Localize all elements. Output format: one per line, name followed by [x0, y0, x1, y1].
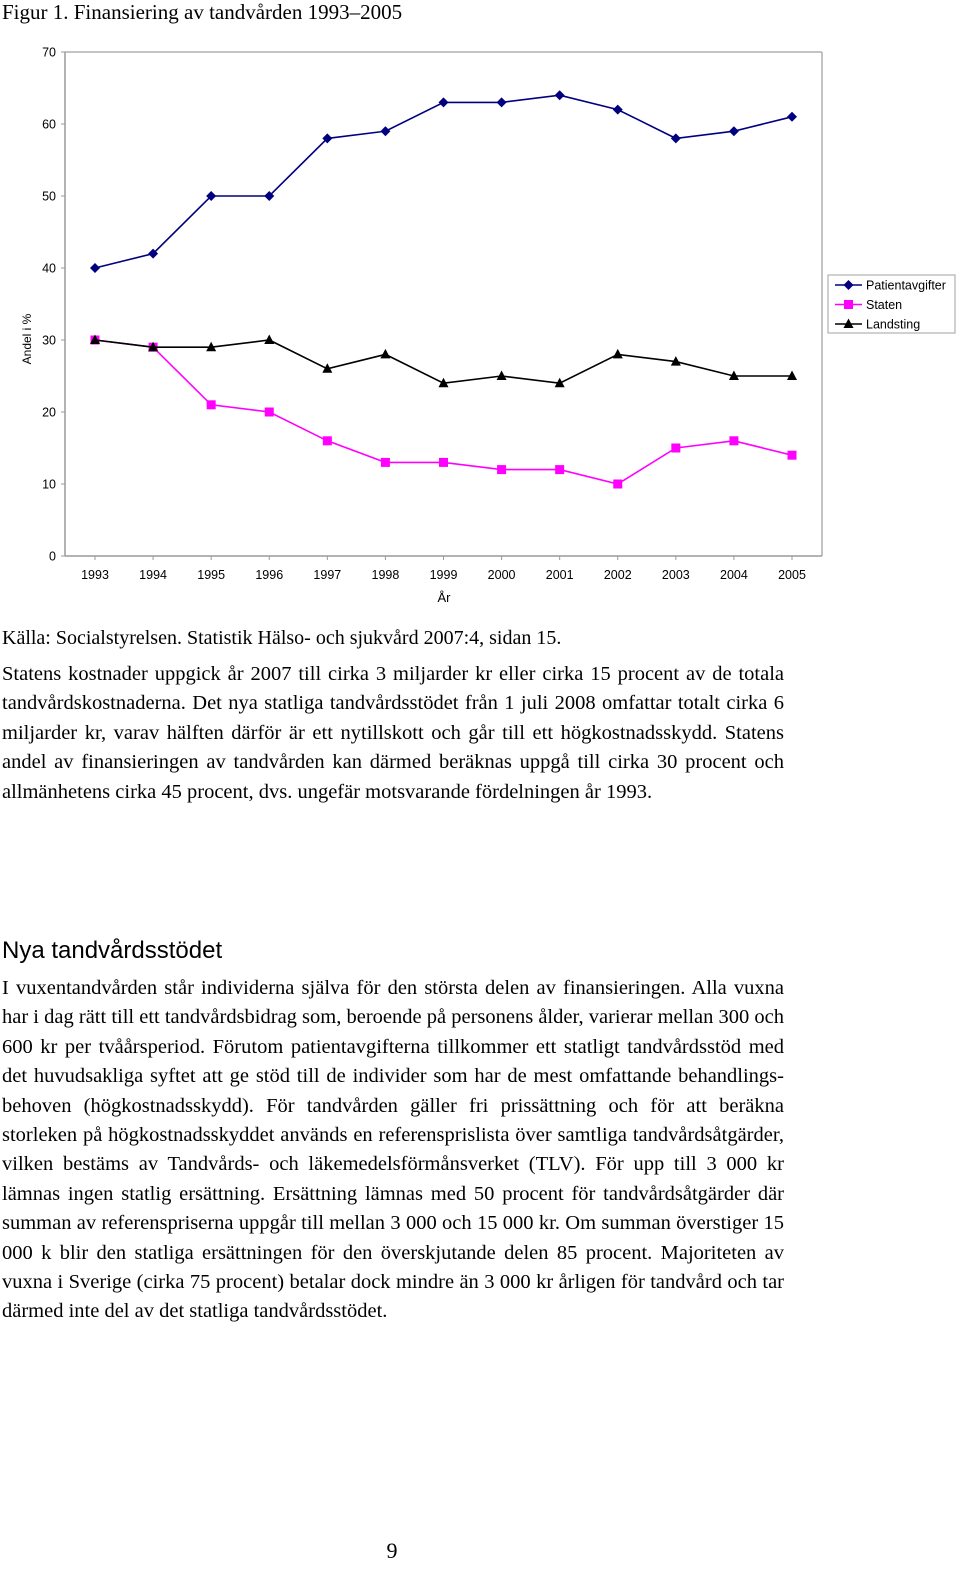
- y-tick-label: 70: [42, 45, 56, 60]
- legend-label: Patientavgifter: [866, 278, 946, 293]
- x-tick-label: 1994: [139, 568, 167, 582]
- page-number: 9: [386, 1538, 398, 1563]
- data-point-square: [265, 408, 274, 417]
- data-point-square: [323, 436, 332, 445]
- data-point-triangle: [497, 371, 507, 381]
- data-point-square: [439, 458, 448, 467]
- data-point-diamond: [729, 126, 739, 136]
- figure-title: Figur 1. Finansiering av tandvården 1993–2005: [2, 0, 403, 24]
- y-tick-label: 50: [42, 189, 56, 204]
- x-tick-label: 1998: [371, 568, 400, 582]
- data-point-square: [671, 444, 680, 453]
- x-tick-label: 2003: [661, 568, 690, 582]
- x-axis-ticks: [81, 556, 806, 582]
- series-layer: [90, 90, 797, 488]
- x-axis-title: År: [437, 590, 451, 605]
- data-point-diamond: [497, 97, 507, 107]
- data-point-triangle: [264, 335, 274, 345]
- data-point-square: [207, 400, 216, 409]
- x-tick-label: 1997: [313, 568, 342, 582]
- data-point-diamond: [671, 133, 681, 143]
- section-heading: Nya tandvårdsstödet: [2, 937, 223, 964]
- legend: [828, 275, 955, 333]
- body-paragraph-1: Statens kostnader uppgick år 2007 till cirka 3 miljarder kr eller cirka 15 procent av de totala tandvårdskostnaderna. Det nya statliga tandvårdsstödet från 1 juli 2008 omfattar totalt cirka 6 miljarder kr, varav hälften därför är ett nytillskott och går till ett högkostnadsskydd. Statens andel av finansieringen av tandvården kan därmed beräknas uppgå till cirka 30 procent och allmänhetens cirka 45 procent, dvs. ungefär motsvarande fördelningen år 1993.: [2, 663, 784, 803]
- x-tick-label: 2005: [778, 568, 806, 582]
- data-point-square: [381, 458, 390, 467]
- figure-source: Källa: Socialstyrelsen. Statistik Hälso- och sjukvård 2007:4, sidan 15.: [2, 627, 562, 649]
- data-point-square: [844, 300, 853, 309]
- series-patientavgifter: [90, 90, 797, 273]
- data-point-diamond: [439, 97, 449, 107]
- data-point-diamond: [555, 90, 565, 100]
- x-tick-label: 1996: [255, 568, 284, 582]
- x-tick-label: 1995: [197, 568, 226, 582]
- y-tick-label: 10: [42, 477, 56, 492]
- y-tick-label: 20: [42, 405, 56, 420]
- x-tick-label: 2000: [487, 568, 516, 582]
- legend-label: Staten: [866, 298, 903, 312]
- data-point-triangle: [613, 349, 623, 359]
- x-tick-label: 2002: [603, 568, 632, 582]
- y-axis-ticks: [42, 46, 65, 564]
- data-point-square: [729, 436, 738, 445]
- y-tick-label: 60: [42, 117, 56, 132]
- y-tick-label: 30: [42, 333, 56, 348]
- data-point-square: [497, 465, 506, 474]
- x-tick-label: 2001: [545, 568, 574, 582]
- plot-frame: [65, 52, 822, 556]
- x-tick-label: 1999: [429, 568, 458, 582]
- chart: [0, 34, 960, 614]
- data-point-square: [613, 480, 622, 489]
- x-tick-label: 2004: [720, 568, 748, 582]
- data-point-square: [788, 451, 797, 460]
- data-point-diamond: [787, 112, 797, 122]
- y-tick-label: 40: [42, 261, 56, 276]
- body-paragraph-2: I vuxentandvården står individerna själva för den största delen av finansieringen. Alla vuxna har i dag rätt till ett tandvårdsbidrag som, beroende på personens ålder, varierar mellan 300 och 600 kr per tvåårsperiod. Förutom patientavgifterna tillkommer ett statligt tandvårdsstöd med det huvudsakliga syftet att ge stöd till de individer som har de mest omfattande behandlingsbehoven (högkostnadsskydd). För tandvården gäller fri prissättning och för att beräkna storleken på högkostnadsskyddet används en referensprislista över samtliga tandvårdsåtgärder, vilken bestäms av Tandvårds- och läkemedelsförmånsverket (TLV). För upp till 3 000 kr lämnas ingen statlig ersättning. Ersättning lämnas med 50 procent för tandvårdsåtgärder där summan av referenspriserna uppgår till mellan 3 000 och 15 000 kr. Om summan överstiger 15 000 k blir den statliga ersättningen för den överskjutande delen 85 procent. Majoriteten av vuxna i Sverige (cirka 75 procent) betalar dock mindre än 3 000 kr årligen för tandvård och tar därmed inte del av det statliga tandvårdsstödet.: [2, 977, 784, 1323]
- series-line: [95, 340, 792, 383]
- y-tick-label: 0: [49, 549, 56, 564]
- data-point-diamond: [380, 126, 390, 136]
- data-point-square: [555, 465, 564, 474]
- data-point-triangle: [380, 349, 390, 359]
- series-landsting: [90, 335, 797, 388]
- legend-label: Landsting: [866, 317, 921, 332]
- y-axis-title: Andel i %: [20, 313, 34, 365]
- data-point-diamond: [613, 105, 623, 115]
- series-staten: [91, 336, 797, 489]
- x-tick-label: 1993: [81, 568, 109, 582]
- series-line: [95, 95, 792, 268]
- data-point-diamond: [90, 263, 100, 273]
